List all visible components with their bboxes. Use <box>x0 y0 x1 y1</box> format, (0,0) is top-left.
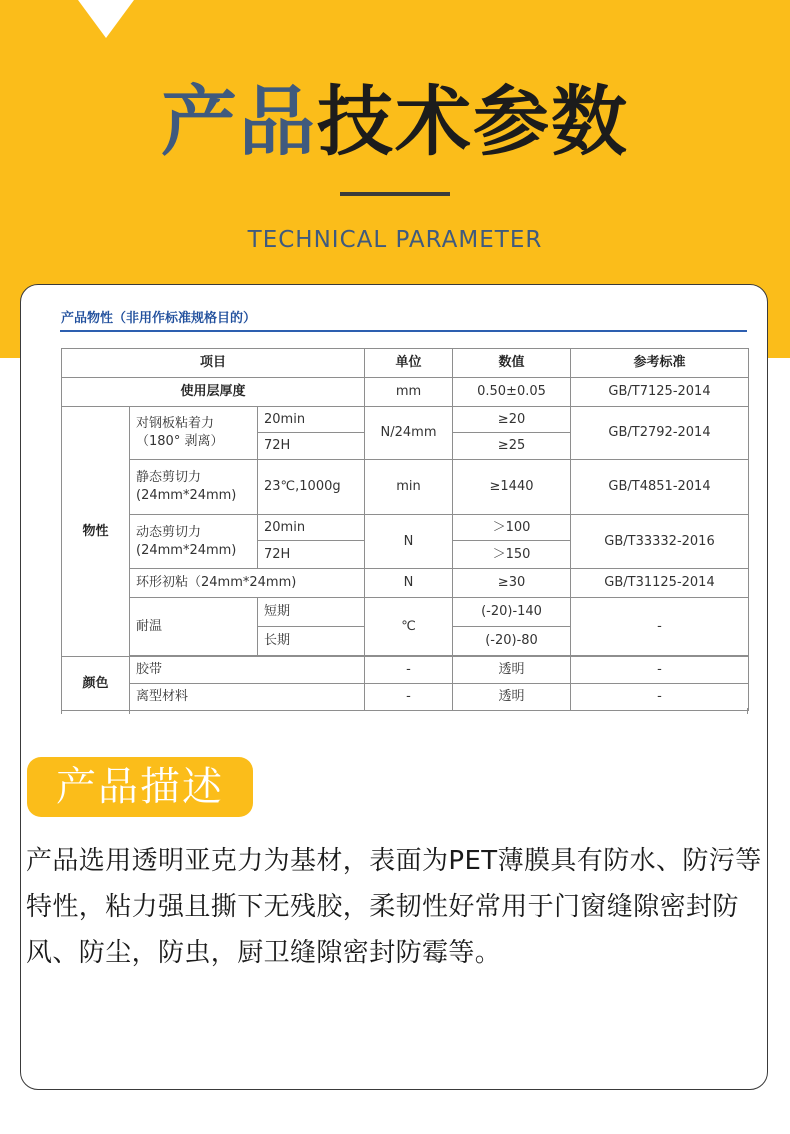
description-badge: 产品描述 <box>27 757 253 817</box>
steel-adhesion-unit: N/24mm <box>365 407 453 460</box>
steel-adhesion-name-line2: （180° 剥离） <box>136 434 224 449</box>
static-shear-name <box>130 460 258 515</box>
dynamic-shear-name-line1: 动态剪切力 <box>136 524 202 540</box>
tape-name: 胶带 <box>130 657 365 684</box>
table-row <box>62 460 749 515</box>
table-edge-right <box>747 708 748 714</box>
static-shear-standard: GB/T4851-2014 <box>571 460 749 515</box>
steel-adhesion-name <box>130 407 258 460</box>
dynamic-shear-cond2: 72H <box>258 541 365 569</box>
temperature-name: 耐温 <box>130 598 258 656</box>
release-value: 透明 <box>453 684 571 711</box>
column-header-unit: 单位 <box>365 349 453 378</box>
table-row <box>62 515 749 541</box>
static-shear-name-line1: 静态剪切力 <box>136 470 202 485</box>
column-header-value: 数值 <box>453 349 571 378</box>
steel-adhesion-standard: GB/T2792-2014 <box>571 407 749 460</box>
thickness-standard: GB/T7125-2014 <box>571 378 749 407</box>
table-row <box>62 407 749 433</box>
loop-tack-standard: GB/T31125-2014 <box>571 569 749 598</box>
thickness-value: 0.50±0.05 <box>453 378 571 407</box>
release-name: 离型材料 <box>130 684 365 711</box>
steel-adhesion-value1: ≥20 <box>453 407 571 433</box>
dynamic-shear-value2: ＞150 <box>453 541 571 569</box>
thickness-unit: mm <box>365 378 453 407</box>
steel-adhesion-cond2: 72H <box>258 433 365 460</box>
column-header-standard: 参考标准 <box>571 349 749 378</box>
release-standard: - <box>571 684 749 711</box>
static-shear-unit: min <box>365 460 453 515</box>
table-edge-inner <box>129 708 130 714</box>
table-row <box>62 598 749 627</box>
column-header-item: 项目 <box>62 349 365 378</box>
static-shear-name-line2: (24mm*24mm) <box>136 488 237 503</box>
page-subtitle: TECHNICAL PARAMETER <box>247 227 543 253</box>
page-title <box>0 72 790 172</box>
table-row <box>62 378 749 407</box>
table-header-row <box>62 349 749 378</box>
spec-section-divider <box>60 330 747 332</box>
temperature-unit: ℃ <box>365 598 453 656</box>
table-edge-left <box>61 708 62 714</box>
description-text: 产品选用透明亚克力为基材，表面为PET薄膜具有防水、防污等特性，粘力强且撕下无残胶，柔韧性好常用于门窗缝隙密封防风、防尘，防虫，厨卫缝隙密封防霉等。 <box>26 846 762 968</box>
table-row <box>62 569 749 598</box>
dynamic-shear-value1: ＞100 <box>453 515 571 541</box>
thickness-item: 使用层厚度 <box>62 378 365 407</box>
color-group-label: 颜色 <box>62 657 130 711</box>
page-title-part1: 产品 <box>161 77 317 166</box>
static-shear-cond: 23℃,1000g <box>258 460 365 515</box>
header-notch <box>78 0 134 38</box>
tape-value: 透明 <box>453 657 571 684</box>
steel-adhesion-name-line1: 对钢板粘着力 <box>136 416 215 431</box>
temperature-value2: (-20)-80 <box>453 627 571 656</box>
dynamic-shear-cond1: 20min <box>258 515 365 541</box>
loop-tack-name: 环形初粘（24mm*24mm) <box>130 569 365 598</box>
spec-table <box>61 348 749 711</box>
page-title-part2: 技术参数 <box>317 77 629 166</box>
dynamic-shear-name <box>130 515 258 569</box>
table-row <box>62 684 749 711</box>
dynamic-shear-unit: N <box>365 515 453 569</box>
temperature-value1: (-20)-140 <box>453 598 571 627</box>
release-unit: - <box>365 684 453 711</box>
dynamic-shear-standard: GB/T33332-2016 <box>571 515 749 569</box>
temperature-cond1: 短期 <box>258 598 365 627</box>
loop-tack-value: ≥30 <box>453 569 571 598</box>
physical-group-label: 物性 <box>62 407 130 657</box>
steel-adhesion-value2: ≥25 <box>453 433 571 460</box>
title-divider <box>340 192 450 196</box>
spec-section-label: 产品物性（非用作标准规格目的） <box>61 311 257 326</box>
loop-tack-unit: N <box>365 569 453 598</box>
temperature-cond2: 长期 <box>258 627 365 656</box>
static-shear-value: ≥1440 <box>453 460 571 515</box>
tape-standard: - <box>571 657 749 684</box>
steel-adhesion-cond1: 20min <box>258 407 365 433</box>
temperature-standard: - <box>571 598 749 656</box>
table-row <box>62 657 749 684</box>
dynamic-shear-name-line2: (24mm*24mm) <box>136 542 237 558</box>
tape-unit: - <box>365 657 453 684</box>
